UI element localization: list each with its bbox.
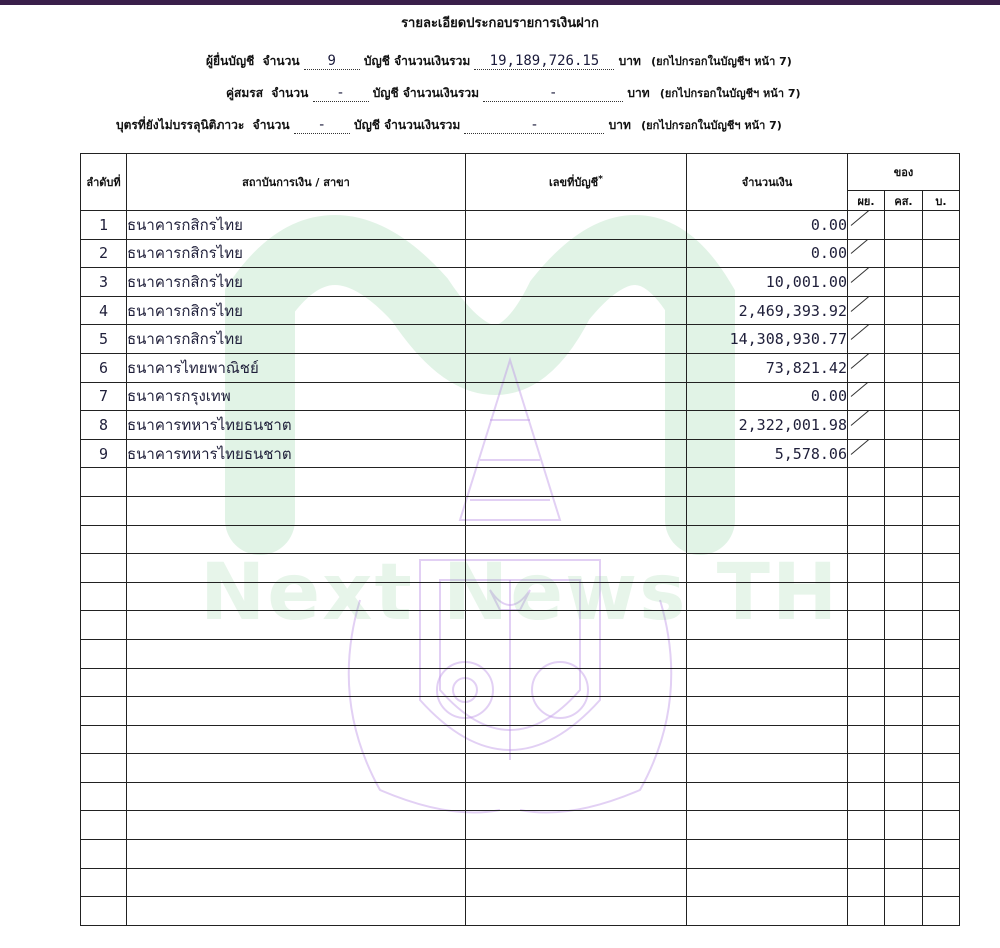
table-row-empty xyxy=(81,668,960,697)
summary-count-label: จำนวน xyxy=(262,54,300,68)
summary-note: (ยกไปกรอกในบัญชีฯ หน้า 7) xyxy=(651,55,792,68)
table-row xyxy=(81,382,960,411)
row-account-no xyxy=(466,325,687,354)
table-row-empty xyxy=(81,811,960,840)
row-owner-child xyxy=(923,239,960,268)
page-title: รายละเอียดประกอบรายการเงินฝาก xyxy=(401,16,599,31)
table-row xyxy=(81,353,960,382)
row-owner-filer-mark xyxy=(848,411,885,440)
table-row-empty xyxy=(81,582,960,611)
row-account-no xyxy=(466,211,687,240)
row-institution: ธนาคารกสิกรไทย xyxy=(127,268,466,297)
row-amount: 0.00 xyxy=(687,382,848,411)
row-account-no xyxy=(466,439,687,468)
table-row-empty xyxy=(81,697,960,726)
table-row-empty xyxy=(81,754,960,783)
row-account-no xyxy=(466,268,687,297)
summary-account-label: บัญชี จำนวนเงินรวม xyxy=(363,54,471,68)
header-owner-filer: ผย. xyxy=(848,191,885,211)
row-institution: ธนาคารทหารไทยธนชาต xyxy=(127,411,466,440)
deposit-table-body xyxy=(81,211,960,926)
table-row xyxy=(81,211,960,240)
row-owner-filer-mark xyxy=(848,382,885,411)
row-owner-child xyxy=(923,411,960,440)
table-row-empty xyxy=(81,525,960,554)
table-row-empty xyxy=(81,725,960,754)
summary-account-label: บัญชี จำนวนเงินรวม xyxy=(353,118,461,132)
row-owner-filer-mark xyxy=(848,353,885,382)
row-index: 7 xyxy=(81,382,127,411)
row-owner-child xyxy=(923,439,960,468)
summary-prefix: คู่สมรส xyxy=(226,86,264,100)
summary-account-label: บัญชี จำนวนเงินรวม xyxy=(372,86,480,100)
row-index: 2 xyxy=(81,239,127,268)
table-row-empty xyxy=(81,496,960,525)
row-owner-spouse xyxy=(885,382,923,411)
summary-prefix: บุตรที่ยังไม่บรรลุนิติภาวะ xyxy=(116,118,245,132)
row-institution: ธนาคารไทยพาณิชย์ xyxy=(127,353,466,382)
row-account-no xyxy=(466,353,687,382)
summary-note: (ยกไปกรอกในบัญชีฯ หน้า 7) xyxy=(659,87,801,100)
header-owner: ของ xyxy=(848,154,960,191)
row-owner-child xyxy=(923,268,960,297)
header-institution: สถาบันการเงิน / สาขา xyxy=(127,154,466,211)
row-account-no xyxy=(466,296,687,325)
row-owner-child xyxy=(923,382,960,411)
summary-total-value: 19,189,726.15 xyxy=(474,53,614,70)
row-amount: 5,578.06 xyxy=(687,439,848,468)
row-owner-spouse xyxy=(885,439,923,468)
summary-count-label: จำนวน xyxy=(252,118,290,132)
header-owner-child: บ. xyxy=(923,191,960,211)
header-index: ลำดับที่ xyxy=(81,154,127,211)
header-account-no xyxy=(466,154,687,211)
table-row-empty xyxy=(81,868,960,897)
table-row xyxy=(81,296,960,325)
row-account-no xyxy=(466,239,687,268)
watermark-text: Next News TH xyxy=(200,548,840,638)
row-index: 1 xyxy=(81,211,127,240)
summary-unit: บาท xyxy=(608,118,631,132)
row-owner-spouse xyxy=(885,211,923,240)
row-owner-filer-mark xyxy=(848,439,885,468)
row-amount: 10,001.00 xyxy=(687,268,848,297)
header-owner-spouse: คส. xyxy=(885,191,923,211)
summary-line-filer xyxy=(206,52,792,71)
row-owner-spouse xyxy=(885,411,923,440)
table-row xyxy=(81,239,960,268)
row-owner-filer-mark xyxy=(848,268,885,297)
row-institution: ธนาคารกสิกรไทย xyxy=(127,211,466,240)
row-amount: 0.00 xyxy=(687,239,848,268)
header-amount: จำนวนเงิน xyxy=(687,154,848,211)
header-account-no-label: เลขที่บัญชี xyxy=(549,176,599,189)
row-owner-child xyxy=(923,353,960,382)
row-owner-filer-mark xyxy=(848,325,885,354)
table-row xyxy=(81,325,960,354)
summary-unit: บาท xyxy=(627,86,650,100)
table-row-empty xyxy=(81,468,960,497)
summary-count-label: จำนวน xyxy=(271,86,309,100)
header-account-no-mark: * xyxy=(598,173,603,185)
summary-unit: บาท xyxy=(618,54,641,68)
row-amount: 0.00 xyxy=(687,211,848,240)
row-owner-spouse xyxy=(885,325,923,354)
row-amount: 73,821.42 xyxy=(687,353,848,382)
row-index: 8 xyxy=(81,411,127,440)
table-row-empty xyxy=(81,611,960,640)
row-owner-spouse xyxy=(885,353,923,382)
summary-total-value: - xyxy=(464,117,604,134)
row-owner-spouse xyxy=(885,268,923,297)
row-institution: ธนาคารกสิกรไทย xyxy=(127,325,466,354)
summary-note: (ยกไปกรอกในบัญชีฯ หน้า 7) xyxy=(641,119,782,132)
deposit-table xyxy=(80,153,960,926)
row-owner-child xyxy=(923,211,960,240)
row-owner-filer-mark xyxy=(848,211,885,240)
summary-total-value: - xyxy=(483,85,623,102)
table-row xyxy=(81,411,960,440)
row-index: 6 xyxy=(81,353,127,382)
table-row-empty xyxy=(81,897,960,926)
summary-count-value: - xyxy=(313,85,369,102)
row-index: 5 xyxy=(81,325,127,354)
row-amount: 2,322,001.98 xyxy=(687,411,848,440)
table-row xyxy=(81,439,960,468)
row-institution: ธนาคารทหารไทยธนชาต xyxy=(127,439,466,468)
row-amount: 2,469,393.92 xyxy=(687,296,848,325)
row-institution: ธนาคารกรุงเทพ xyxy=(127,382,466,411)
row-owner-child xyxy=(923,325,960,354)
row-owner-child xyxy=(923,296,960,325)
row-owner-filer-mark xyxy=(848,296,885,325)
row-institution: ธนาคารกสิกรไทย xyxy=(127,239,466,268)
summary-prefix: ผู้ยื่นบัญชี xyxy=(206,54,255,68)
row-account-no xyxy=(466,411,687,440)
table-row-empty xyxy=(81,840,960,869)
table-row-empty xyxy=(81,639,960,668)
table-row-empty xyxy=(81,782,960,811)
row-index: 4 xyxy=(81,296,127,325)
row-account-no xyxy=(466,382,687,411)
summary-line-children xyxy=(116,116,782,135)
table-row xyxy=(81,268,960,297)
row-institution: ธนาคารกสิกรไทย xyxy=(127,296,466,325)
summary-count-value: - xyxy=(294,117,350,134)
row-index: 3 xyxy=(81,268,127,297)
row-amount: 14,308,930.77 xyxy=(687,325,848,354)
summary-line-spouse xyxy=(226,84,801,103)
summary-count-value: 9 xyxy=(304,53,360,70)
row-owner-spouse xyxy=(885,239,923,268)
table-row-empty xyxy=(81,554,960,583)
row-index: 9 xyxy=(81,439,127,468)
row-owner-spouse xyxy=(885,296,923,325)
row-owner-filer-mark xyxy=(848,239,885,268)
